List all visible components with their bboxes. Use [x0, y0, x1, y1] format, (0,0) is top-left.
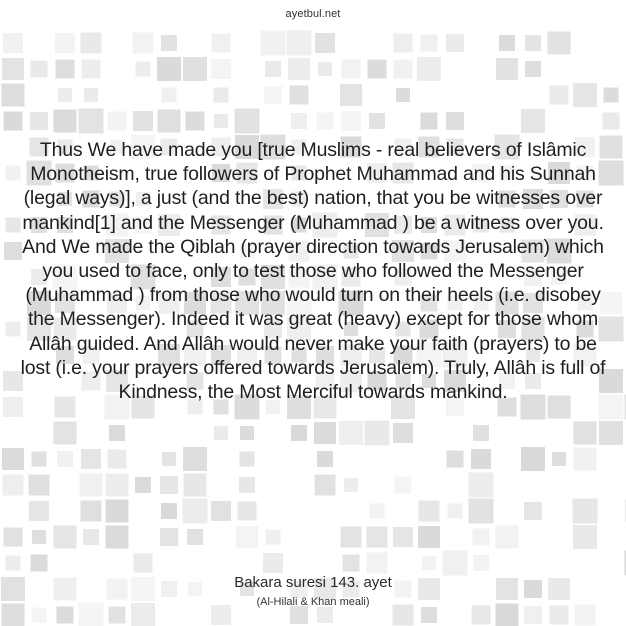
- pattern-square: [365, 421, 390, 446]
- pattern-square: [287, 31, 312, 56]
- pattern-square: [367, 553, 388, 574]
- pattern-square: [396, 88, 410, 102]
- pattern-square: [183, 447, 207, 471]
- pattern-square: [238, 502, 257, 521]
- pattern-square: [473, 425, 489, 441]
- pattern-square: [573, 525, 597, 549]
- pattern-square: [369, 113, 385, 129]
- pattern-square: [108, 450, 127, 469]
- pattern-square: [134, 554, 153, 573]
- pattern-square: [499, 35, 515, 51]
- pattern-square: [81, 449, 101, 469]
- pattern-square: [211, 59, 231, 79]
- pattern-square: [548, 32, 571, 55]
- pattern-square: [3, 33, 23, 53]
- pattern-square: [184, 474, 207, 497]
- pattern-square: [54, 110, 77, 133]
- pattern-square: [599, 421, 623, 445]
- pattern-square: [291, 425, 307, 441]
- pattern-square: [265, 61, 281, 77]
- pattern-square: [162, 452, 176, 466]
- pattern-square: [263, 553, 283, 573]
- pattern-square: [446, 34, 464, 52]
- pattern-square: [446, 112, 464, 130]
- pattern-square: [315, 475, 336, 496]
- pattern-square: [30, 112, 48, 130]
- pattern-square: [157, 57, 181, 81]
- pattern-square: [80, 474, 103, 497]
- pattern-square: [315, 33, 335, 53]
- pattern-square: [160, 476, 178, 494]
- pattern-square: [604, 88, 619, 103]
- pattern-square: [417, 57, 441, 81]
- pattern-square: [29, 501, 49, 521]
- pattern-square: [521, 109, 545, 133]
- pattern-square: [84, 88, 98, 102]
- pattern-square: [290, 86, 309, 105]
- pattern-square: [288, 58, 310, 80]
- pattern-square: [106, 500, 129, 523]
- pattern-square: [183, 499, 208, 524]
- pattern-square: [574, 448, 597, 471]
- translation-source: (Al-Hilali & Khan meali): [256, 596, 370, 608]
- pattern-square: [83, 529, 99, 545]
- pattern-square: [418, 526, 440, 548]
- pattern-square: [4, 528, 23, 547]
- pattern-square: [421, 35, 438, 52]
- pattern-square: [344, 478, 358, 492]
- pattern-square: [160, 528, 178, 546]
- pattern-square: [552, 452, 566, 466]
- pattern-square: [341, 111, 361, 131]
- pattern-square: [264, 86, 282, 104]
- pattern-square: [525, 61, 541, 77]
- pattern-square: [57, 451, 73, 467]
- pattern-square: [317, 113, 334, 130]
- pattern-square: [419, 501, 440, 522]
- pattern-square: [79, 109, 104, 134]
- pattern-square: [342, 60, 361, 79]
- pattern-square: [109, 607, 126, 624]
- pattern-square: [54, 422, 77, 445]
- pattern-square: [394, 60, 413, 79]
- pattern-square: [106, 526, 129, 549]
- pattern-square: [183, 57, 207, 81]
- verse-text: Thus We have made you [true Muslims - real believers of Islâmic Monotheism, true followers of Prophet Muhammad and his Sunnah (legal ways)], a just (and the best) nation, that you be witnesses over mankind[1] and the Messenger (Muhammad ) be a witness over you. And We made the Qiblah (prayer direction towards Jerusalem) which you used to face, only to test those who followed the Messenger (Muhammad ) from those who would turn on their heels (i.e. disobey the Messenger). Indeed it was great (heavy) except for those whom Allâh guided. And Allâh would never make your faith (prayers) to be lost (i.e. your prayers offered towards Jerusalem). Truly, Allâh is full of Kindness, the Most Merciful towards mankind.: [20, 139, 606, 404]
- pattern-square: [186, 112, 205, 131]
- pattern-square: [81, 501, 102, 522]
- pattern-square: [162, 88, 177, 103]
- pattern-square: [136, 62, 151, 77]
- pattern-square: [524, 502, 542, 520]
- pattern-square: [31, 555, 48, 572]
- pattern-square: [393, 423, 413, 443]
- pattern-square: [574, 422, 597, 445]
- pattern-square: [106, 474, 129, 497]
- pattern-square: [496, 526, 519, 549]
- pattern-square: [339, 421, 363, 445]
- pattern-square: [4, 112, 23, 131]
- pattern-square: [261, 31, 286, 56]
- pattern-square: [239, 477, 255, 493]
- pattern-square: [341, 527, 362, 548]
- pattern-square: [472, 606, 491, 625]
- pattern-square: [393, 527, 413, 547]
- pattern-square: [290, 606, 308, 624]
- pattern-square: [603, 113, 620, 130]
- pattern-square: [6, 556, 21, 571]
- pattern-square: [422, 556, 436, 570]
- pattern-square: [236, 526, 258, 548]
- pattern-square: [2, 58, 24, 80]
- pattern-square: [291, 113, 307, 129]
- pattern-square: [317, 607, 333, 623]
- pattern-square: [3, 475, 24, 496]
- pattern-square: [240, 452, 255, 467]
- pattern-square: [314, 422, 336, 444]
- pattern-square: [214, 88, 229, 103]
- pattern-square: [550, 86, 569, 105]
- pattern-square: [133, 33, 154, 54]
- pattern-square: [421, 607, 437, 623]
- pattern-square: [211, 605, 231, 625]
- pattern-square: [394, 34, 413, 53]
- pattern-square: [235, 109, 260, 134]
- pattern-square: [2, 84, 25, 107]
- pattern-square: [54, 526, 77, 549]
- pattern-square: [133, 111, 153, 131]
- pattern-square: [524, 606, 542, 624]
- pattern-square: [395, 477, 412, 494]
- pattern-square: [29, 475, 50, 496]
- site-name[interactable]: ayetbul.net: [285, 8, 341, 20]
- pattern-square: [521, 447, 545, 471]
- pattern-square: [2, 448, 24, 470]
- pattern-square: [318, 62, 332, 76]
- pattern-square: [266, 530, 281, 545]
- pattern-square: [161, 503, 177, 519]
- pattern-square: [212, 34, 231, 53]
- pattern-square: [161, 35, 177, 51]
- pattern-square: [211, 501, 231, 521]
- pattern-square: [187, 529, 203, 545]
- pattern-square: [473, 555, 489, 571]
- pattern-square: [469, 499, 494, 524]
- pattern-square: [81, 33, 102, 54]
- pattern-square: [368, 60, 387, 79]
- pattern-square: [58, 88, 72, 102]
- pattern-square: [343, 555, 360, 572]
- pattern-square: [471, 449, 491, 469]
- pattern-square: [214, 426, 228, 440]
- pattern-square: [473, 529, 490, 546]
- pattern-square: [240, 426, 254, 440]
- pattern-square: [447, 451, 464, 468]
- pattern-square: [109, 425, 125, 441]
- pattern-square: [370, 504, 385, 519]
- pattern-square: [57, 607, 74, 624]
- pattern-square: [32, 452, 47, 467]
- pattern-square: [421, 113, 438, 130]
- pattern-square: [135, 477, 151, 493]
- verse-reference: Bakara suresi 143. ayet: [234, 574, 392, 591]
- pattern-square: [56, 60, 75, 79]
- pattern-square: [32, 608, 47, 623]
- pattern-square: [214, 114, 228, 128]
- pattern-square: [469, 473, 494, 498]
- pattern-square: [448, 504, 463, 519]
- pattern-square: [31, 61, 48, 78]
- pattern-square: [108, 112, 127, 131]
- pattern-square: [443, 551, 468, 576]
- pattern-square: [573, 499, 598, 524]
- pattern-square: [158, 110, 181, 133]
- pattern-square: [82, 60, 101, 79]
- pattern-square: [573, 83, 597, 107]
- pattern-square: [55, 33, 75, 53]
- pattern-square: [550, 606, 569, 625]
- pattern-square: [367, 527, 388, 548]
- pattern-square: [496, 58, 518, 80]
- pattern-square: [32, 530, 46, 544]
- pattern-square: [340, 84, 362, 106]
- pattern-square: [317, 451, 333, 467]
- pattern-square: [525, 35, 541, 51]
